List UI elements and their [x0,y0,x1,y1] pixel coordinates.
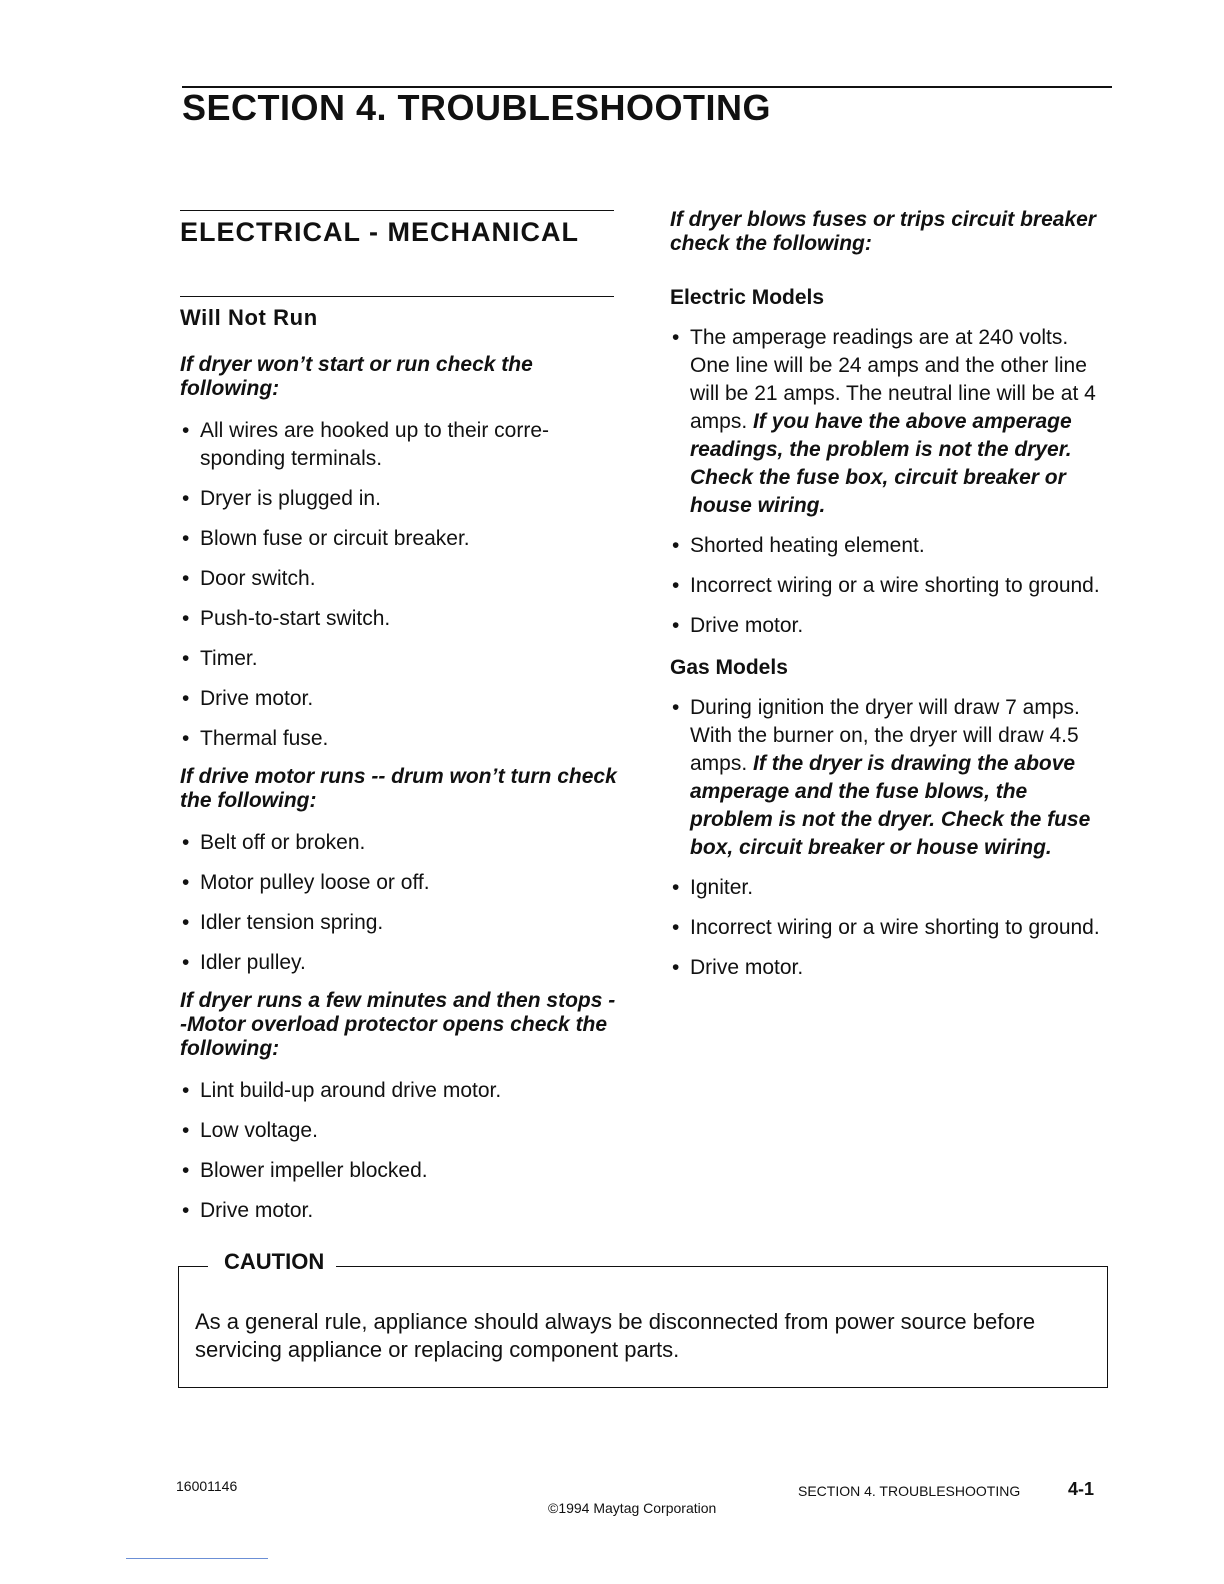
list-item: • Blown fuse or circuit breaker. [182,527,470,550]
caution-text: As a general rule, appliance should always be disconnected from power source before servicing appliance or replacing component parts. [195,1309,1036,1362]
list-item: • Motor pulley loose or off. [182,871,430,894]
footer-section: SECTION 4. TROUBLESHOOTING [798,1483,1021,1499]
list-electric-models [670,324,1110,640]
lead-drum-wont-turn: If drive motor runs -- drum won’t turn check the following: [180,765,617,812]
list-item: • Belt off or broken. [182,831,366,854]
list-gas-models [670,694,1110,982]
caution-label: CAUTION [208,1248,336,1276]
section-heading-electrical-mechanical: ELECTRICAL - MECHANICAL [180,210,614,248]
heading-electric-models: Electric Models [670,286,825,309]
list-item: • During ignition the dryer will draw 7 amps. With the burner on, the dryer will draw 4.5 amps. If the dryer is drawing the above amperage and the fuse blows, the problem is not the dryer. Check the fuse box, circuit breaker or house wiring. [672,696,1091,859]
list-overload [180,1077,620,1225]
list-item: • Thermal fuse. [182,727,329,750]
left-column [180,210,620,1233]
list-item: • Incorrect wiring or a wire shorting to ground. [672,574,1100,597]
list-item: • Low voltage. [182,1119,318,1142]
scan-underline [126,1558,268,1559]
list-wont-start [180,417,620,753]
list-item: • Shorted heating element. [672,534,925,557]
list-item: • Lint build-up around drive motor. [182,1079,502,1102]
list-item: • Drive motor. [672,614,804,637]
list-item: • Drive motor. [182,687,314,710]
lead-wont-start: If dryer won’t start or run check the following: [180,353,533,400]
heading-gas-models: Gas Models [670,656,788,679]
list-item: • Dryer is plugged in. [182,487,381,510]
lead-blows-fuses: If dryer blows fuses or trips circuit breaker check the following: [670,208,1096,255]
list-item: • Drive motor. [182,1199,314,1222]
list-drum-wont-turn [180,829,620,977]
list-item: • The amperage readings are at 240 volts. One line will be 24 amps and the other line will be 21 amps. The neutral line will be at 4 amps. If you have the above amperage readings, the problem is not the dryer. Check the fuse box, circuit breaker or house wiring. [672,326,1096,517]
right-column [670,208,1110,994]
subheading-will-not-run: Will Not Run [180,296,614,331]
list-item: • Idler pulley. [182,951,306,974]
copyright: ©1994 Maytag Corporation [548,1500,717,1516]
list-item: • Blower impeller blocked. [182,1159,428,1182]
list-item: • All wires are hooked up to their corre-sponding terminals. [182,419,549,470]
list-item: • Idler tension spring. [182,911,384,934]
list-item: • Drive motor. [672,956,804,979]
list-item: • Igniter. [672,876,754,899]
lead-overload: If dryer runs a few minutes and then stops --Motor overload protector opens check the following: [180,989,616,1060]
page-title: SECTION 4. TROUBLESHOOTING [182,87,772,128]
list-item: • Timer. [182,647,258,670]
list-item: • Door switch. [182,567,316,590]
doc-number: 16001146 [176,1478,238,1494]
list-item: • Incorrect wiring or a wire shorting to ground. [672,916,1100,939]
list-item: • Push-to-start switch. [182,607,391,630]
page-number: 4-1 [1068,1479,1095,1499]
